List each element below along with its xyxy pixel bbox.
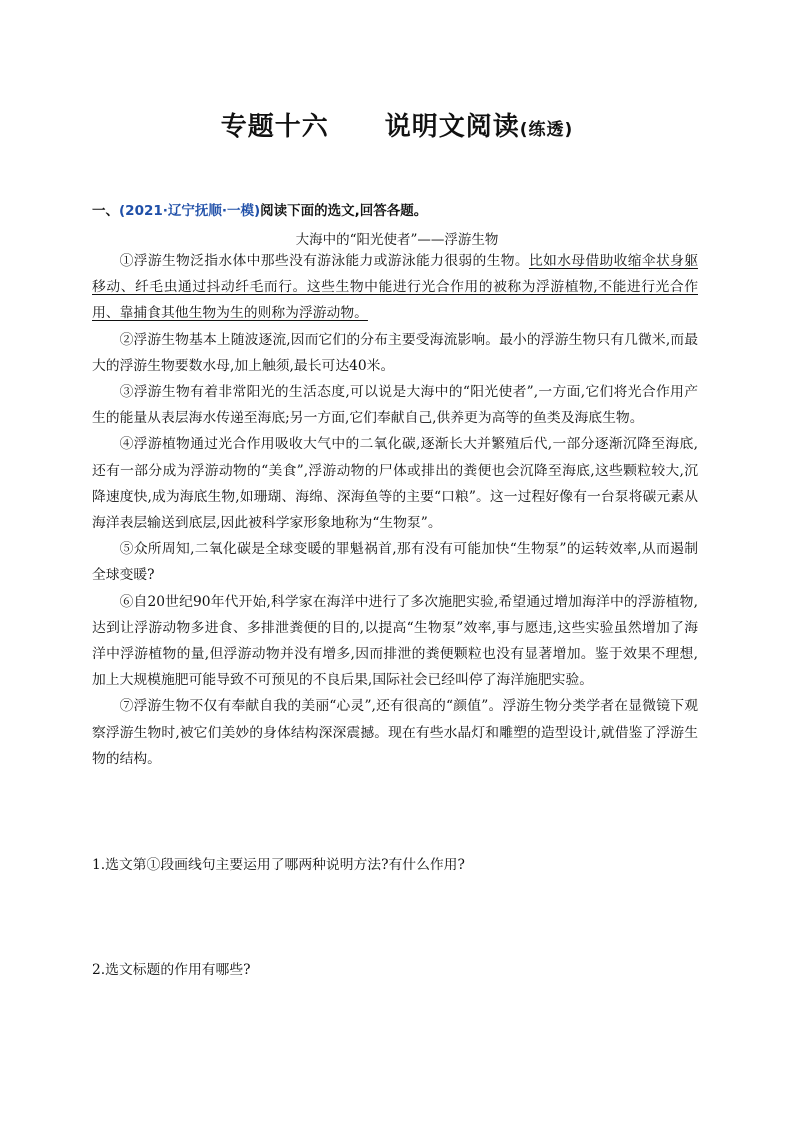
paragraph-7: ⑦浮游生物不仅有奉献自我的美丽“心灵”,还有很高的“颜值”。浮游生物分类学者在显微镜下观察浮游生物时,被它们美妙的身体结构深深震撼。现在有些水晶灯和雕塑的造型设计,就借鉴了浮游生物的结构。 (92, 698, 698, 767)
paragraph-3: ③浮游生物有着非常阳光的生活态度,可以说是大海中的“阳光使者”,一方面,它们将光合作用产生的能量从表层海水传递至海底;另一方面,它们奉献自己,供养更为高等的鱼类及海底生物。 (92, 384, 698, 427)
section-number: 一、 (92, 203, 119, 219)
section-source: (2021·辽宁抚顺·一模) (119, 203, 261, 219)
title-subtitle: (练透) (519, 120, 574, 140)
title-topic: 说明文阅读 (384, 112, 520, 142)
paragraph-1 (92, 248, 698, 327)
page-title (0, 106, 794, 143)
paragraph-6: ⑥自20世纪90年代开始,科学家在海洋中进行了多次施肥实验,希望通过增加海洋中的浮游植物,达到让浮游动物多进食、多排泄粪便的目的,以提高“生物泵”效率,事与愿违,这些实验虽然增加了海洋中浮游植物的量,但浮游动物并没有增多,因而排泄的粪便颗粒也没有显著增加。鉴于效果不理想,加上大规模施肥可能导致不可预见的不良后果,国际社会已经叫停了海洋施肥实验。 (92, 593, 698, 689)
section-heading (92, 199, 427, 219)
article-title: 大海中的“阳光使者”——浮游生物 (295, 232, 499, 248)
section-instruction: 阅读下面的选文,回答各题。 (260, 203, 428, 219)
paragraph-2: ②浮游生物基本上随波逐流,因而它们的分布主要受海流影响。最小的浮游生物只有几微米,而最大的浮游生物要数水母,加上触须,最长可达40米。 (92, 331, 698, 374)
paragraph-4: ④浮游植物通过光合作用吸收大气中的二氧化碳,逐渐长大并繁殖后代,一部分逐渐沉降至海底,还有一部分成为浮游动物的“美食”,浮游动物的尸体或排出的粪便也会沉降至海底,这些颗粒较大,沉降速度快,成为海底生物,如珊瑚、海绵、深海鱼等的主要“口粮”。这一过程好像有一台泵将碳元素从海洋表层输送到底层,因此被科学家形象地称为“生物泵”。 (92, 436, 698, 532)
title-main: 专题十六 (220, 112, 329, 142)
question-1: 1.选文第①段画线句主要运用了哪两种说明方法?有什么作用? (92, 857, 465, 873)
paragraph-1-underlined: 比如水母借助收缩伞状身躯移动、纤毛虫通过抖动纤毛而行。这些生物中能进行光合作用的被称为浮游植物,不能进行光合作用、靠捕食其他生物为生的则称为浮游动物。 (92, 253, 699, 322)
paragraph-5: ⑤众所周知,二氧化碳是全球变暖的罪魁祸首,那有没有可能加快“生物泵”的运转效率,从而遏制全球变暖? (92, 541, 698, 584)
article-body (92, 248, 698, 772)
paragraph-1-plain: ①浮游生物泛指水体中那些没有游泳能力或游泳能力很弱的生物。 (119, 253, 529, 269)
question-2: 2.选文标题的作用有哪些? (92, 962, 251, 978)
